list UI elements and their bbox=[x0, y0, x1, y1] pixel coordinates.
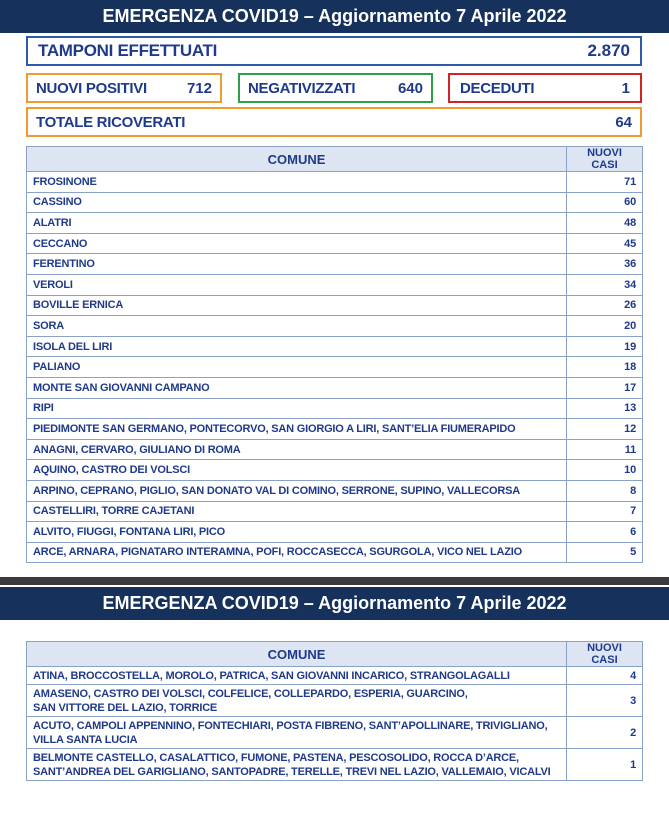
table-row bbox=[27, 749, 643, 781]
table-row bbox=[27, 419, 643, 440]
comune-line: VILLA SANTA LUCIA bbox=[33, 733, 138, 746]
nuovi-casi-cell: 7 bbox=[567, 501, 643, 522]
nuovi-casi-cell: 10 bbox=[567, 460, 643, 481]
table-row bbox=[27, 172, 643, 193]
table-row bbox=[27, 480, 643, 501]
comune-line: SAN VITTORE DEL LAZIO, TORRICE bbox=[33, 701, 218, 714]
nuovi-casi-cell: 13 bbox=[567, 398, 643, 419]
nuovi-casi-cell: 45 bbox=[567, 233, 643, 254]
nuovi-casi-cell: 34 bbox=[567, 274, 643, 295]
page-title: EMERGENZA COVID19 – Aggiornamento 7 Aprile 2022 bbox=[102, 6, 567, 26]
deceduti-label: DECEDUTI bbox=[460, 79, 535, 97]
comune-cell: ISOLA DEL LIRI bbox=[27, 336, 567, 357]
table-row bbox=[27, 357, 643, 378]
table-row bbox=[27, 398, 643, 419]
comune-line: AMASENO, CASTRO DEI VOLSCI, COLFELICE, COLLEPARDO, ESPERIA, GUARCINO, bbox=[33, 687, 468, 700]
comune-cell: ALATRI bbox=[27, 213, 567, 234]
column-header-comune: COMUNE bbox=[27, 147, 567, 172]
nuovi-casi-cell: 12 bbox=[567, 419, 643, 440]
table-row bbox=[27, 274, 643, 295]
comune-cell: VEROLI bbox=[27, 274, 567, 295]
tamponi-box bbox=[26, 36, 642, 66]
comune-cell bbox=[27, 667, 567, 685]
table-row bbox=[27, 460, 643, 481]
nuovi-casi-cell: 18 bbox=[567, 357, 643, 378]
ricoverati-box bbox=[26, 107, 642, 137]
comune-cell: PALIANO bbox=[27, 357, 567, 378]
nuovi-casi-cell: 6 bbox=[567, 522, 643, 543]
table-row bbox=[27, 501, 643, 522]
nuovi-casi-cell: 5 bbox=[567, 542, 643, 563]
cases-table-1 bbox=[26, 146, 643, 563]
negativizzati-value: 640 bbox=[397, 79, 423, 97]
nuovi-casi-cell: 11 bbox=[567, 439, 643, 460]
nuovi-casi-cell: 26 bbox=[567, 295, 643, 316]
comune-line: ATINA, BROCCOSTELLA, MOROLO, PATRICA, SAN GIOVANNI INCARICO, STRANGOLAGALLI bbox=[33, 669, 510, 682]
column-header-nuovi-casi: NUOVI CASI bbox=[567, 147, 643, 172]
table-row bbox=[27, 254, 643, 275]
deceduti-value: 1 bbox=[621, 79, 630, 97]
comune-cell bbox=[27, 717, 567, 749]
nuovi-casi-cell: 20 bbox=[567, 316, 643, 337]
deceduti-box bbox=[448, 73, 642, 103]
comune-cell: MONTE SAN GIOVANNI CAMPANO bbox=[27, 377, 567, 398]
nuovi-positivi-label: NUOVI POSITIVI bbox=[36, 79, 147, 97]
page-title: EMERGENZA COVID19 – Aggiornamento 7 Aprile 2022 bbox=[102, 593, 567, 613]
nuovi-casi-cell: 2 bbox=[567, 717, 643, 749]
comune-cell: ARPINO, CEPRANO, PIGLIO, SAN DONATO VAL DI COMINO, SERRONE, SUPINO, VALLECORSA bbox=[27, 480, 567, 501]
nuovi-casi-cell: 17 bbox=[567, 377, 643, 398]
negativizzati-label: NEGATIVIZZATI bbox=[248, 79, 356, 97]
table-row bbox=[27, 213, 643, 234]
table-row bbox=[27, 377, 643, 398]
comune-cell: ANAGNI, CERVARO, GIULIANO DI ROMA bbox=[27, 439, 567, 460]
nuovi-casi-cell: 3 bbox=[567, 685, 643, 717]
comune-cell: SORA bbox=[27, 316, 567, 337]
comune-cell: ARCE, ARNARA, PIGNATARO INTERAMNA, POFI, ROCCASECCA, SGURGOLA, VICO NEL LAZIO bbox=[27, 542, 567, 563]
table-row bbox=[27, 336, 643, 357]
table-row bbox=[27, 685, 643, 717]
comune-cell: PIEDIMONTE SAN GERMANO, PONTECORVO, SAN GIORGIO A LIRI, SANT’ELIA FIUMERAPIDO bbox=[27, 419, 567, 440]
table-row bbox=[27, 667, 643, 685]
page-title-banner-2 bbox=[0, 587, 669, 620]
nuovi-casi-cell: 1 bbox=[567, 749, 643, 781]
nuovi-casi-cell: 19 bbox=[567, 336, 643, 357]
table-row bbox=[27, 233, 643, 254]
column-header-comune: COMUNE bbox=[27, 642, 567, 667]
comune-cell: ALVITO, FIUGGI, FONTANA LIRI, PICO bbox=[27, 522, 567, 543]
table-row bbox=[27, 717, 643, 749]
comune-cell: AQUINO, CASTRO DEI VOLSCI bbox=[27, 460, 567, 481]
table-row bbox=[27, 439, 643, 460]
comune-cell: CASTELLIRI, TORRE CAJETANI bbox=[27, 501, 567, 522]
section-divider bbox=[0, 577, 669, 585]
tamponi-label: TAMPONI EFFETTUATI bbox=[38, 41, 218, 60]
column-header-nuovi-casi: NUOVI CASI bbox=[567, 642, 643, 667]
comune-cell: CASSINO bbox=[27, 192, 567, 213]
comune-cell: RIPI bbox=[27, 398, 567, 419]
table-row bbox=[27, 192, 643, 213]
comune-cell: CECCANO bbox=[27, 233, 567, 254]
nuovi-casi-cell: 8 bbox=[567, 480, 643, 501]
nuovi-casi-cell: 48 bbox=[567, 213, 643, 234]
cases-table-2 bbox=[26, 641, 643, 781]
comune-cell: BOVILLE ERNICA bbox=[27, 295, 567, 316]
comune-line: ACUTO, CAMPOLI APPENNINO, FONTECHIARI, POSTA FIBRENO, SANT’APOLLINARE, TRIVIGLIANO, bbox=[33, 719, 548, 732]
comune-cell: FROSINONE bbox=[27, 172, 567, 193]
nuovi-casi-cell: 60 bbox=[567, 192, 643, 213]
page-title-banner bbox=[0, 0, 669, 33]
nuovi-positivi-box bbox=[26, 73, 222, 103]
ricoverati-label: TOTALE RICOVERATI bbox=[36, 113, 186, 131]
comune-cell bbox=[27, 749, 567, 781]
comune-line: BELMONTE CASTELLO, CASALATTICO, FUMONE, PASTENA, PESCOSOLIDO, ROCCA D’ARCE, bbox=[33, 751, 519, 764]
nuovi-casi-cell: 36 bbox=[567, 254, 643, 275]
table-row bbox=[27, 316, 643, 337]
nuovi-casi-cell: 71 bbox=[567, 172, 643, 193]
comune-line: SANT’ANDREA DEL GARIGLIANO, SANTOPADRE, TERELLE, TREVI NEL LAZIO, VALLEMAIO, VICALVI bbox=[33, 765, 551, 778]
comune-cell bbox=[27, 685, 567, 717]
nuovi-positivi-value: 712 bbox=[186, 79, 212, 97]
tamponi-value: 2.870 bbox=[587, 41, 630, 60]
table-row bbox=[27, 522, 643, 543]
table-row bbox=[27, 542, 643, 563]
table-row bbox=[27, 295, 643, 316]
negativizzati-box bbox=[238, 73, 433, 103]
comune-cell: FERENTINO bbox=[27, 254, 567, 275]
ricoverati-value: 64 bbox=[615, 113, 632, 131]
nuovi-casi-cell: 4 bbox=[567, 667, 643, 685]
